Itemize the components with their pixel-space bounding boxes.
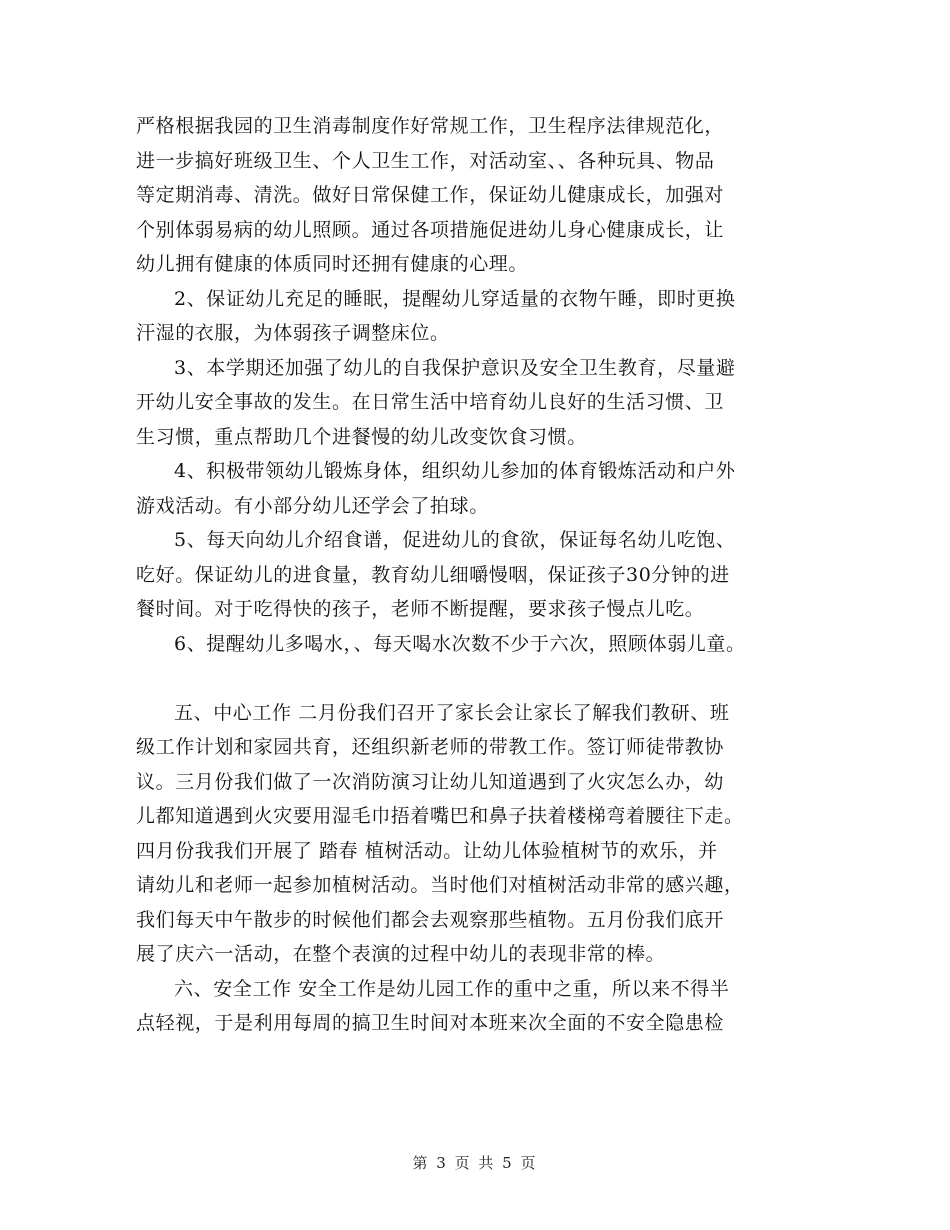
text-line: 3、本学期还加强了幼儿的自我保护意识及安全卫生教育，尽量避	[174, 356, 736, 379]
paragraph-gap	[136, 661, 826, 696]
text-line: 议。三月份我们做了一次消防演习让幼儿知道遇到了火灾怎么办，幼	[136, 770, 725, 793]
text-line: 生习惯，重点帮助几个进餐慢的幼儿改变饮食习惯。	[136, 425, 587, 448]
body-text	[136, 109, 826, 1041]
text-line: 4、积极带领幼儿锻炼身体，组织幼儿参加的体育锻炼活动和户外	[174, 460, 736, 482]
text-line: 我们每天中午散步的时候他们都会去观察那些植物。五月份我们底开	[136, 908, 725, 931]
text-line: 进一步搞好班级卫生、个人卫生工作，对活动室、、各种玩具、物品	[136, 149, 715, 172]
text-line: 5、每天向幼儿介绍食谱，促进幼儿的食欲，保证每名幼儿吃饱、	[174, 529, 736, 551]
text-line: 2、保证幼儿充足的睡眠，提醒幼儿穿适量的衣物午睡，即时更换	[174, 287, 736, 310]
text-line: 展了庆六一活动，在整个表演的过程中幼儿的表现非常的棒。	[136, 943, 666, 965]
text-line: 游戏活动。有小部分幼儿还学会了拍球。	[136, 494, 489, 517]
text-line: 严格根据我园的卫生消毒制度作好常规工作，卫生程序法律规范化，	[136, 115, 725, 137]
text-line: 点轻视，于是利用每周的搞卫生时间对本班来次全面的不安全隐患检	[136, 1012, 725, 1034]
text-line: 餐时间。对于吃得快的孩子，老师不断提醒，要求孩子慢点儿吃。	[136, 598, 705, 620]
page-footer: 第 3 页 共 5 页	[412, 1154, 538, 1172]
text-line: 级工作计划和家园共育，还组织新老师的带教工作。签订师徒带教协	[136, 736, 725, 758]
text-line: 汗湿的衣服，为体弱孩子调整床位。	[136, 322, 450, 344]
text-line: 6、提醒幼儿多喝水，、每天喝水次数不少于六次，照顾体弱儿童。	[174, 632, 746, 655]
text-line: 四月份我我们开展了 踏春 植树活动。让幼儿体验植树节的欢乐，并	[136, 839, 718, 862]
text-line: 儿都知道遇到火灾要用湿毛巾捂着嘴巴和鼻子扶着楼梯弯着腰往下走。	[136, 805, 744, 827]
text-line: 等定期消毒、清洗。做好日常保健工作，保证幼儿健康成长，加强对	[136, 184, 725, 206]
text-line: 幼儿拥有健康的体质同时还拥有健康的心理。	[136, 253, 529, 275]
text-line: 开幼儿安全事故的发生。在日常生活中培育幼儿良好的生活习惯、卫	[136, 391, 725, 413]
text-line: 吃好。保证幼儿的进食量，教育幼儿细嚼慢咽，保证孩子30分钟的进	[136, 563, 730, 586]
text-line: 六、安全工作 安全工作是幼儿园工作的重中之重，所以来不得半	[174, 977, 730, 1000]
text-line: 请幼儿和老师一起参加植树活动。当时他们对植树活动非常的感兴趣，	[136, 874, 744, 896]
text-line: 五、中心工作 二月份我们召开了家长会让家长了解我们教研、班	[174, 701, 730, 724]
text-line: 个别体弱易病的幼儿照顾。通过各项措施促进幼儿身心健康成长，让	[136, 218, 725, 241]
